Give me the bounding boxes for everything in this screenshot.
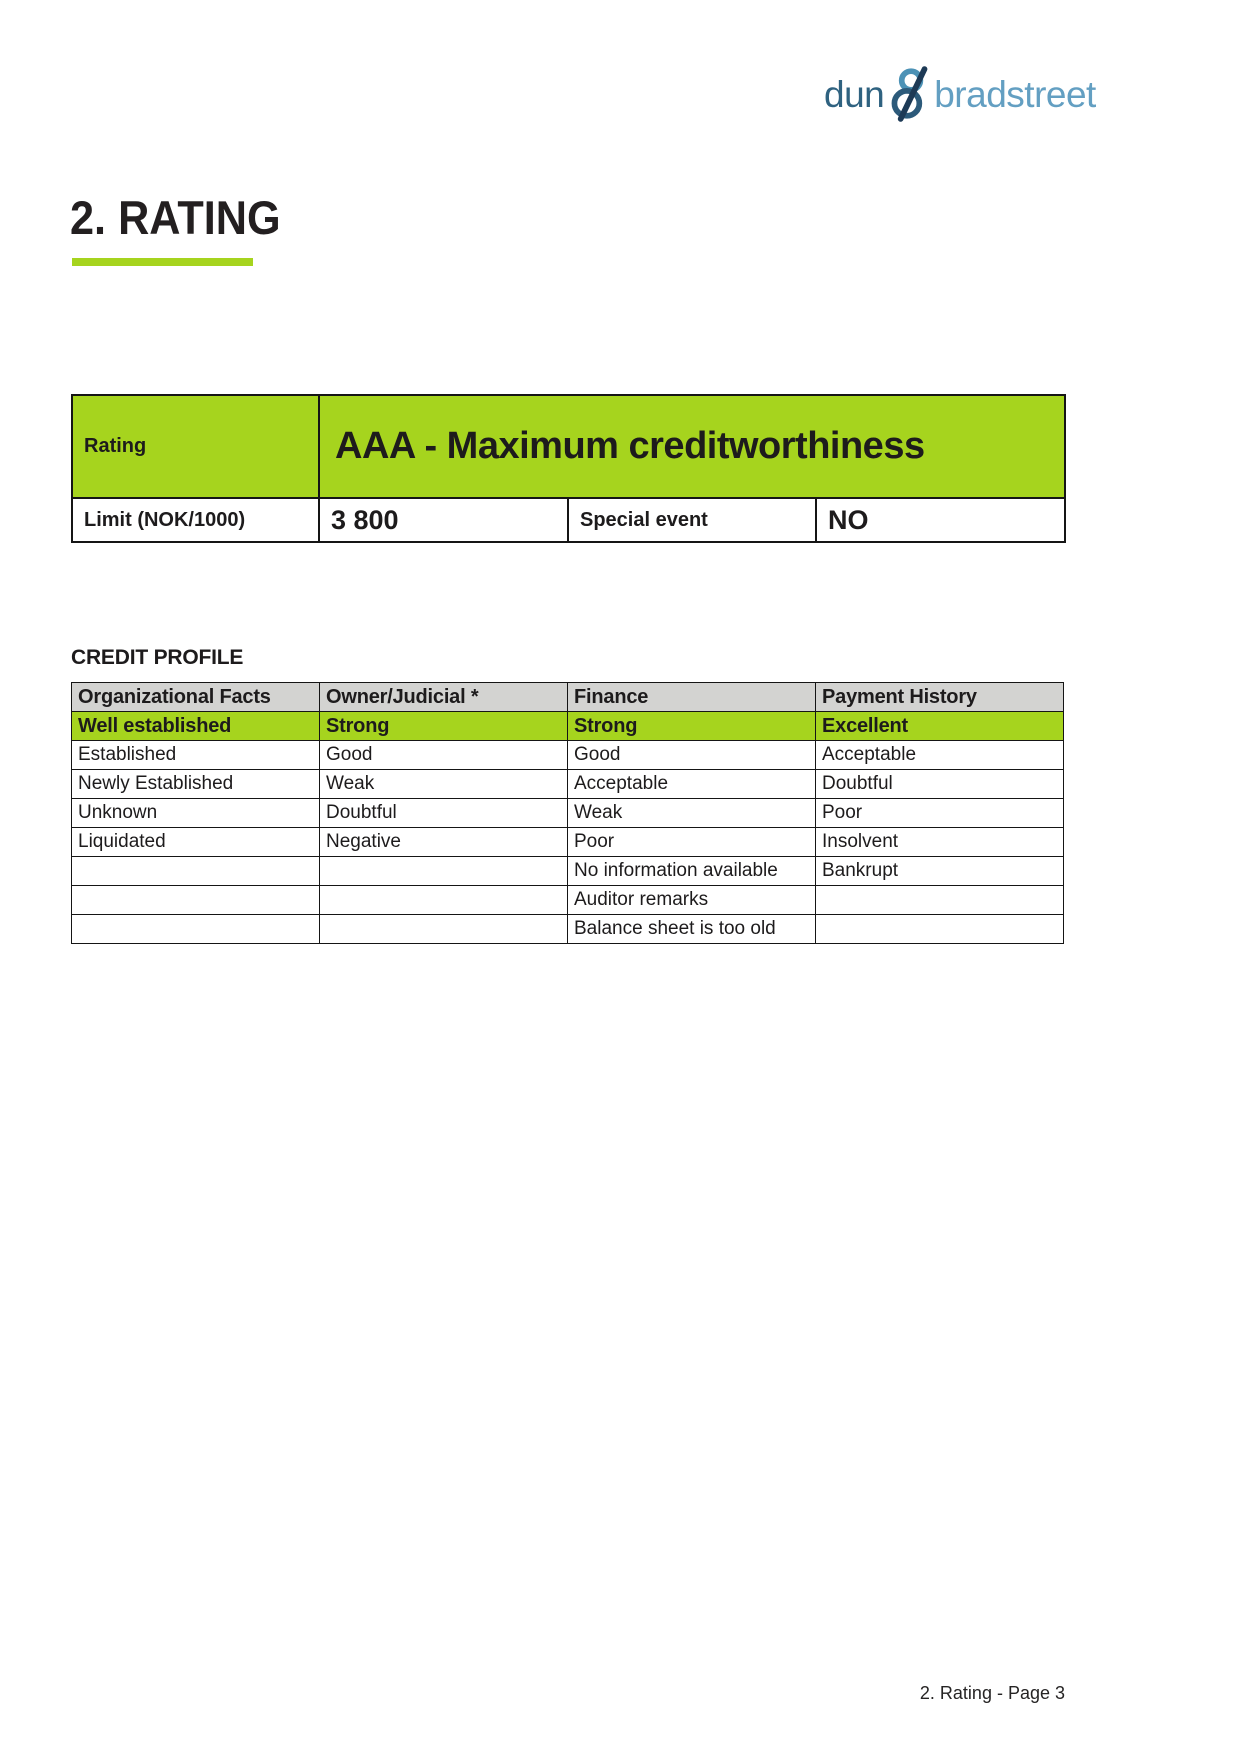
page-footer: 2. Rating - Page 3 (919, 1683, 1065, 1703)
table-cell: Acceptable (568, 770, 816, 799)
table-cell (72, 915, 320, 944)
column-header-owner-judicial: Owner/Judicial * (320, 683, 568, 712)
credit-profile-heading: CREDIT PROFILE (71, 646, 244, 669)
table-cell: Weak (568, 799, 816, 828)
table-cell: Balance sheet is too old (568, 915, 816, 944)
table-cell (816, 886, 1064, 915)
table-cell: Liquidated (72, 828, 320, 857)
table-cell: Poor (568, 828, 816, 857)
table-cell: Good (320, 741, 568, 770)
column-header-finance: Finance (568, 683, 816, 712)
title-underline (72, 258, 253, 266)
table-cell: Doubtful (816, 770, 1064, 799)
table-cell: Insolvent (816, 828, 1064, 857)
cell-finance-strong: Strong (568, 712, 816, 741)
table-row (72, 857, 1064, 886)
logo-text-bradstreet: bradstreet (934, 74, 1096, 115)
rating-label: Rating (73, 396, 320, 497)
table-cell: Auditor remarks (568, 886, 816, 915)
dun-bradstreet-logo (824, 66, 1096, 113)
table-cell (72, 886, 320, 915)
table-cell: Established (72, 741, 320, 770)
table-cell (320, 857, 568, 886)
credit-profile-table (71, 682, 1064, 944)
ampersand-icon (887, 66, 933, 122)
rating-table (71, 394, 1066, 543)
special-event-value: NO (828, 504, 869, 535)
table-cell (320, 915, 568, 944)
column-header-payment-history: Payment History (816, 683, 1064, 712)
rating-value: AAA - Maximum creditworthiness (335, 425, 925, 467)
table-cell (320, 886, 568, 915)
logo-text-dun: dun (824, 74, 885, 115)
table-cell: Newly Established (72, 770, 320, 799)
special-event-label: Special event (569, 499, 817, 541)
limit-label: Limit (NOK/1000) (73, 499, 320, 541)
table-row (72, 799, 1064, 828)
table-row (72, 828, 1064, 857)
table-cell: Good (568, 741, 816, 770)
table-row (72, 915, 1064, 944)
limit-value: 3 800 (320, 499, 569, 541)
cell-payment-excellent: Excellent (816, 712, 1064, 741)
limit-row (73, 497, 1064, 541)
table-cell: Poor (816, 799, 1064, 828)
cell-owner-strong: Strong (320, 712, 568, 741)
table-cell: Unknown (72, 799, 320, 828)
table-cell: Acceptable (816, 741, 1064, 770)
table-cell: Doubtful (320, 799, 568, 828)
table-cell (72, 857, 320, 886)
table-cell: Negative (320, 828, 568, 857)
page-title: 2. RATING (70, 191, 281, 244)
table-row (72, 886, 1064, 915)
credit-profile-highlight-row (72, 712, 1064, 741)
table-cell: Bankrupt (816, 857, 1064, 886)
cell-well-established: Well established (72, 712, 320, 741)
table-row (72, 770, 1064, 799)
column-header-organizational-facts: Organizational Facts (72, 683, 320, 712)
table-cell: No information available (568, 857, 816, 886)
rating-row (73, 396, 1064, 497)
table-row (72, 741, 1064, 770)
credit-profile-header-row (72, 683, 1064, 712)
table-cell (816, 915, 1064, 944)
table-cell: Weak (320, 770, 568, 799)
